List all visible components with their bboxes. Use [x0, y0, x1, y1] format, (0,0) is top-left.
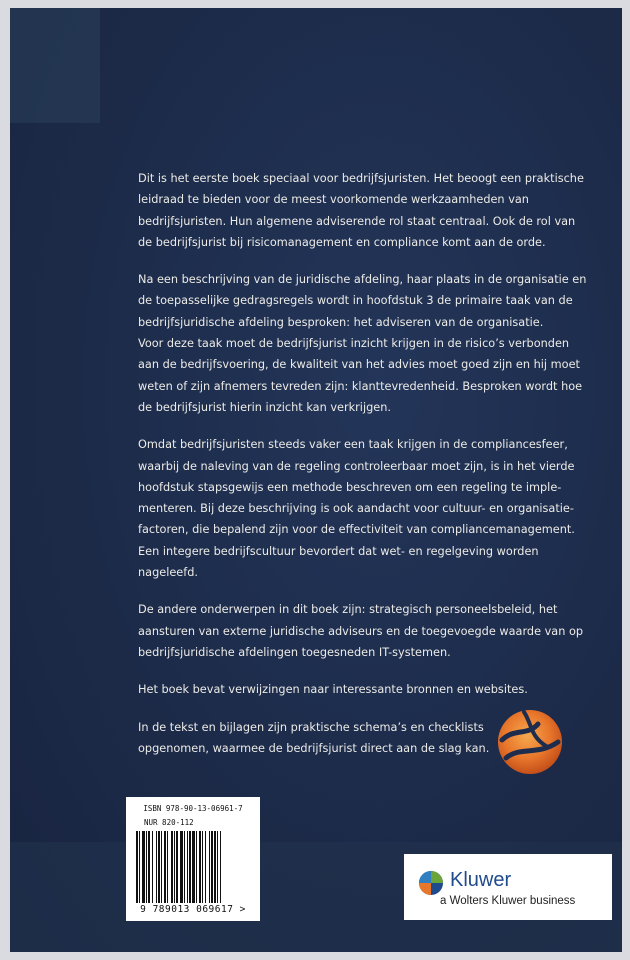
nur-label: NUR 820-112 [144, 818, 194, 827]
barcode-bar [187, 831, 188, 903]
barcode-bar [136, 831, 138, 903]
barcode-bar [192, 831, 195, 903]
barcode-bar [214, 831, 216, 903]
kluwer-logo-icon [418, 870, 444, 896]
barcode-bar [142, 831, 145, 903]
barcode-bar [209, 831, 210, 903]
barcode-label [126, 797, 260, 921]
book-back-cover [10, 8, 622, 952]
barcode-bar [139, 831, 140, 903]
barcode-bar [217, 831, 218, 903]
kluwer-globe-logo-icon [494, 706, 566, 778]
barcode-bar [148, 831, 150, 903]
blurb-text [138, 168, 587, 775]
barcode-bar [202, 831, 203, 903]
barcode-bar [205, 831, 206, 903]
cover-texture [10, 8, 100, 123]
publisher-name: Kluwer [450, 869, 512, 891]
barcode-bar [171, 831, 173, 903]
barcode-bar [167, 831, 168, 903]
blurb-paragraph-3: Omdat bedrijfsjuristen steeds vaker een taak krijgen in de compliancesfeer, waarbij de naleving van de regeling controleerbaar moet zijn, is in het vierde hoofdstuk stapsgewijs een methode beschreven om een regeling te imple- menteren. Bij deze beschrijving is ook aandacht voor cultuur- en organisatie- factoren, die bepalend zijn voor de effectiviteit van compliancemanagement. Een integere bedrijfscultuur bevordert dat wet- en regelgeving worden nageleefd. [138, 438, 575, 580]
blurb-paragraph-2: Na een beschrijving van de juridische afdeling, haar plaats in de organisatie en de toepasselijke gedragsregels wordt in hoofdstuk 3 de primaire taak van de bedrijfsjuridische afdeling besproken: het adviseren van de organisatie. Voor deze taak moet de bedrijfsjurist inzicht krijgen in de risico’s verbonden aan de bedrijfsvoering, de kwaliteit van het advies moet goed zijn en hij moet weten of zijn afnemers tevreden zijn: klanttevredenheid. Besproken wordt hoe de bedrijfsjurist hierin inzicht kan verkrijgen. [138, 273, 587, 414]
barcode-bar [156, 831, 157, 903]
barcode-bar [199, 831, 201, 903]
barcode-bar [146, 831, 147, 903]
barcode-bars [136, 831, 250, 903]
barcode-bar [184, 831, 185, 903]
barcode-bar [176, 831, 178, 903]
barcode-bar [152, 831, 153, 903]
blurb-paragraph-1: Dit is het eerste boek speciaal voor bedrijfsjuristen. Het beoogt een praktische leidraad te bieden voor de meest voorkomende werkzaamheden van bedrijfsjuristen. Hun algemene adviserende rol staat centraal. Ook de rol van de bedrijfsjurist bij risicomanagement en compliance komt aan de orde. [138, 172, 584, 249]
barcode-bar [164, 831, 166, 903]
publisher-label [404, 854, 612, 920]
barcode-bar [220, 831, 221, 903]
blurb-paragraph-6: In de tekst en bijlagen zijn praktische schema’s en checklists opgenomen, waarmee de bedrijfsjurist direct aan de slag kan. [138, 720, 490, 755]
barcode-digits: 9 789013 069617 > [140, 904, 246, 915]
barcode-bar [180, 831, 183, 903]
barcode-bar [211, 831, 213, 903]
barcode-bar [174, 831, 175, 903]
isbn-label: ISBN 978-90-13-06961-7 [143, 804, 243, 813]
barcode-bar [189, 831, 191, 903]
blurb-paragraph-5: Het boek bevat verwijzingen naar interessante bronnen en websites. [138, 683, 528, 697]
barcode-bar [158, 831, 160, 903]
barcode-bar [196, 831, 197, 903]
barcode-bar [161, 831, 162, 903]
blurb-paragraph-4: De andere onderwerpen in dit boek zijn: strategisch personeelsbeleid, het aansturen van externe juridische adviseurs en de toegevoegde waarde van op bedrijfsjuridische afdelingen toegesneden IT-systemen. [138, 603, 584, 659]
publisher-tagline: a Wolters Kluwer business [440, 895, 576, 907]
